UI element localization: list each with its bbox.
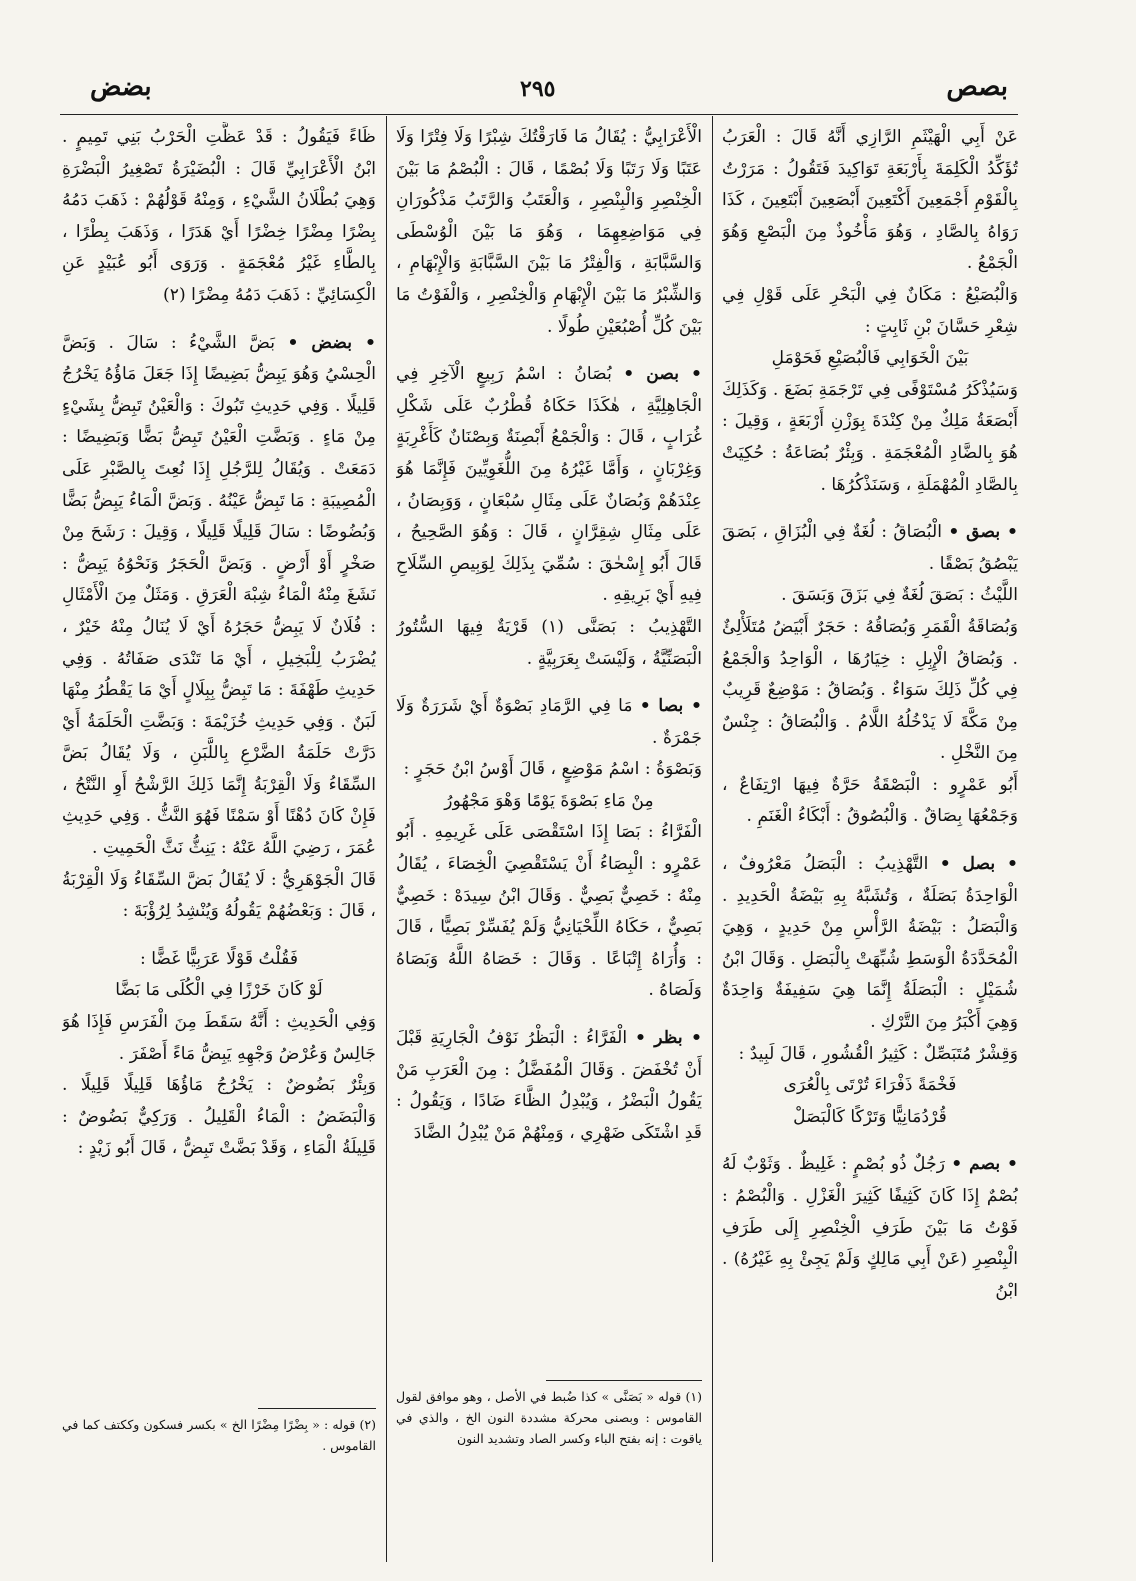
entry-gap (722, 833, 1018, 849)
entry-text: رَجُلٌ ذُو بُصْمٍ : غَلِيظٌ . وَثَوْبٌ لَهُ بُصْمٌ إِذَا كَانَ كَثِيفًا كَثِيرَ الْغَزْلِ . وَالْبُصْمُ : فَوْتُ مَا بَيْنَ طَرَفِ الْخِنْصِرِ إِلَى طَرَفِ الْبِنْصِرِ (عَنْ أَبِي مَالِكٍ وَلَمْ يَجِئْ بِهِ غَيْرُهُ) . ابْنُ (722, 1154, 1018, 1301)
entry-gap (396, 343, 702, 359)
paragraph: وَفِي الْحَدِيثِ : أَنَّهُ سَقَطَ مِنَ الْفَرَسِ فَإِذَا هُوَ جَالِسٌ وَعُرْضُ وَجْهِهِ يَبِضُّ مَاءً أَصْفَرَ . (62, 1012, 376, 1064)
header-rule (60, 114, 1018, 115)
paragraph: أَبُو عَمْرٍو : الْبَصْقَةُ حَرَّةٌ فِيهَا ارْتِفَاعٌ ، وَجَمْعُهَا بِصَاقٌ . وَالْبُصُوقُ : أَبْكَاءُ الْغَنَمِ . (722, 774, 1018, 827)
column-divider-left (386, 116, 387, 1562)
verse-line: فَخْمَةً ذَفْرَاءَ تُرْتَى بِالْعُرَى (783, 1075, 957, 1096)
entry-headword: • بصم • (951, 1154, 1018, 1175)
verse-line: لَوْ كَانَ خَرْزًا فِي الْكُلَى مَا بَضَّا (115, 980, 323, 1001)
verse-line: بَيْنَ الْخَوَابِي فَالْبُصَيْعِ فَحَوْمَلِ (771, 348, 969, 369)
dictionary-entry (722, 849, 1018, 1039)
entry-gap (396, 675, 702, 691)
verse-line: قُرْدُمَانِيًّا وَتَرْكًا كَالْبَصَلْ (793, 1106, 947, 1127)
dictionary-entry (396, 1023, 702, 1149)
column-left (62, 122, 376, 1384)
entry-gap (62, 312, 376, 328)
entry-text: مَا فِي الرَّمَادِ بَصْوَةٌ أَيْ شَرَرَةٌ وَلَا جَمْرَةٌ . (396, 696, 702, 748)
left-header-word: بضض (90, 72, 152, 102)
entry-text: الْبُصَاقُ : لُغَةٌ فِي الْبُزَاقِ ، بَصَقَ يَبْصُقُ بَصْقًا . (722, 522, 1018, 574)
column-right (722, 122, 1018, 1572)
entry-text: بَضَّ الشَّيْءُ : سَالَ . وَبَضَّ الْحِسْيُ وَهُوَ يَبِضُّ بَضِيضًا إِذَا جَعَلَ مَاؤُهُ يَخْرُجُ قَلِيلًا . وَفِي حَدِيثِ تَبُوكَ : وَالْعَيْنُ تَبِضُّ بِشَيْءٍ مِنْ مَاءٍ . وَبَضَّتِ الْعَيْنُ تَبِضُّ بَضًّا وَبَضِيضًا : دَمَعَتْ . وَيُقَالُ لِلرَّجُلِ إِذَا نُعِتَ بِالصَّبْرِ عَلَى الْمُصِيبَةِ : مَا تَبِضُّ عَيْنُهُ . وَبَضَّ الْمَاءُ يَبِضُّ بَضًّا وَبُضُوضًا : سَالَ قَلِيلًا قَلِيلًا ، وَقِيلَ : رَشَحَ مِنْ صَخْرٍ أَوْ أَرْضٍ . وَبَضَّ الْحَجَرُ وَنَحْوُهُ يَبِضُّ : نَشَغَ مِنْهُ الْمَاءُ شِبْهَ الْعَرَقِ . وَمَثَلٌ مِنَ الْأَمْثَالِ : فُلَانٌ لَا يَبِضُّ حَجَرُهُ أَيْ لَا يُنَالُ مِنْهُ خَيْرٌ ، يُضْرَبُ لِلْبَخِيلِ ، أَيْ مَا تَنْدَى صَفَاتُهُ . وَفِي حَدِيثِ طَهْفَةَ : مَا تَبِضُّ بِبِلَالٍ أَيْ مَا يَقْطُرُ مِنْهَا لَبَنٌ . وَفِي حَدِيثِ خُزَيْمَةَ : وَبَضَّتِ الْحَلَمَةُ أَيْ دَرَّتْ حَلَمَةُ الضَّرْعِ بِاللَّبَنِ ، وَلَا يُقَالُ بَضَّ السِّقَاءُ وَلَا الْقِرْبَةُ إِنَّمَا ذَلِكَ الرَّشْحُ أَوِ النَّتْحُ ، فَإِنْ كَانَ دُهْنًا أَوْ سَمْنًا فَهُوَ النَّثُّ . وَفِي حَدِيثِ عُمَرَ ، رَضِيَ اللَّهُ عَنْهُ : يَنِثُّ نَثَّ الْحَمِيتِ . (62, 332, 376, 859)
dictionary-entry (722, 1149, 1018, 1307)
entry-headword: • بصن • (623, 364, 702, 385)
verse-line: مِنْ مَاءِ بَصْوَةَ يَوْمًا وَهْوَ مَجْهُورُ (444, 790, 654, 811)
column-divider-right (712, 116, 713, 1562)
page-number: ٢٩٥ (520, 76, 556, 102)
dictionary-entry (62, 328, 376, 865)
footnote-rule-middle (546, 1380, 702, 1381)
paragraph: ظَاءً فَيَقُولُ : قَدْ عَظَّتِ الْحَرْبُ بَنِي تَمِيمٍ . ابْنُ الْأَعْرَابِيِّ قَالَ : الْبُضَيْرَةُ تَصْغِيرُ الْبَضْرَةِ وَهِيَ بُطْلَانُ الشَّيْءِ ، وَمِنْهُ قَوْلُهُمْ : ذَهَبَ دَمُهُ بِضْرًا مِضْرًا خِضْرًا أَيْ هَدَرًا ، وَذَهَبَ بِطْرًا ، بِالطَّاءِ غَيْرُ مُعْجَمَةٍ . وَرَوَى أَبُو عُبَيْدٍ عَنِ الْكِسَائِيِّ : ذَهَبَ دَمُهُ مِضْرًا (٢) (62, 127, 376, 305)
dictionary-entry (396, 691, 702, 754)
paragraph: وَبَصْوَةُ : اسْمُ مَوْضِعٍ ، قَالَ أَوْسُ ابْنُ حَجَرٍ : (403, 759, 702, 780)
entry-gap (722, 1133, 1018, 1149)
paragraph: الْفَرَّاءُ : بَصَا إِذَا اسْتَقْصَى عَلَى غَرِيمِهِ . أَبُو عَمْرٍو : الْبِصَاءُ أَنْ يَسْتَقْصِيَ الْخِصَاءَ ، يُقَالُ مِنْهُ : خَصِيٌّ بَصِيٌّ . وَقَالَ ابْنُ سِيدَهْ : خَصِيٌّ بَصِيٌّ ، حَكَاهُ اللِّحْيَانِيُّ وَلَمْ يُفَسِّرْ بَصِيًّا ، قَالَ : وَأُرَاهُ إِتْبَاعًا . وَقَالَ : خَصَاهُ اللَّهُ وَبَصَاهُ وَلَصَاهُ . (396, 822, 702, 1001)
right-header-word: بصص (946, 72, 1008, 102)
entry-text: بُصَانُ : اسْمُ رَبِيعٍ الْآخِرِ فِي الْجَاهِلِيَّةِ ، هٰكَذَا حَكَاهُ قُطْرُبٌ عَلَى شَكْلِ غُرَابٍ ، قَالَ : وَالْجَمْعُ أَبْصِنَةٌ وَبِصْنَانٌ كَأَغْرِبَةٍ وَغِرْبَانٍ ، وَأَمَّا غَيْرُهُ مِنَ اللُّغَوِيِّينَ فَإِنَّمَا هُوَ عِنْدَهُمْ وَبُصَانٌ عَلَى مِثَالِ سُبْعَانٍ ، وَوَبِصَانُ ، عَلَى مِثَالِ شِقِرَّانٍ ، قَالَ : وَهُوَ الصَّحِيحُ ، قَالَ أَبُو إِسْحٰقَ : سُمِّيَ بِذَلِكَ لِوَبِيصِ السِّلَاحِ فِيهِ أَيْ بَرِيقِهِ . (396, 364, 702, 606)
footnote-rule-left (258, 1408, 376, 1409)
paragraph: التَّهْذِيبُ : بَصَنَّى (١) قَرْيَةٌ فِيهَا السُّتُورُ الْبَصَنِّيَّةُ ، وَلَيْسَتْ بِعَرَبِيَّةٍ . (396, 616, 702, 669)
paragraph: وَقِشْرٌ مُتَبَصِّلٌ : كَثِيرُ الْقُشُورِ ، قَالَ لَبِيدٌ : (738, 1043, 1018, 1064)
entry-headword: • بصا • (639, 696, 702, 717)
paragraph: عَنْ أَبِي الْهَيْثَمِ الرَّازِي أَنَّهُ قَالَ : الْعَرَبُ تُؤَكِّدُ الْكَلِمَةَ بِأَرْبَعَةِ تَوَاكِيدَ فَتَقُولُ : مَرَرْتُ بِالْقَوْمِ أَجْمَعِينَ أَكْتَعِينَ أَبْصَعِينَ أَبْتَعِينَ ، كَذَا رَوَاهُ بِالصَّادِ ، وَهُوَ مَأْخُوذٌ مِنَ الْبَصْعِ وَهُوَ الْجَمْعُ . (722, 127, 1018, 274)
paragraph: وَسَيُذْكَرُ مُسْتَوْفًى فِي تَرْجَمَةِ بَضَعَ . وَكَذَلِكَ أَبْصَعَةُ مَلِكٌ مِنْ كِنْدَةَ بِوَزْنِ أَرْبَعَةٍ ، وَقِيلَ : هُوَ بِالضَّادِ الْمُعْجَمَةِ . وَبِئْرٌ بُصَاعَةُ : حُكِيَتْ بِالصَّادِ الْمُهْمَلَةِ ، وَسَنَذْكُرُهَا . (722, 379, 1018, 495)
paragraph: وَبُصَاقَةُ الْقَمَرِ وَبُصَاقُهُ : حَجَرٌ أَبْيَضُ مُتَلَأْلِئٌ . وَبُصَاقُ الْإِبِلِ : خِيَارُهَا ، الْوَاحِدُ وَالْجَمْعُ فِي كُلِّ ذَلِكَ سَوَاءٌ . وَبُصَاقُ : مَوْضِعٌ قَرِيبٌ مِنْ مَكَّةَ لَا يَدْخُلُهُ اللَّامُ . وَالْبُصَاقُ : جِنْسٌ مِنَ النَّخْلِ . (722, 616, 1018, 764)
entry-gap (62, 928, 376, 944)
entry-gap (396, 1007, 702, 1023)
paragraph: قَالَ الْجَوْهَرِيُّ : لَا يُقَالُ بَضَّ السِّقَاءُ وَلَا الْقِرْبَةُ ، قَالَ : وَبَعْضُهُمْ يَقُولُهُ وَيُنْشِدُ لِرُؤْبَةَ : (62, 869, 376, 922)
entry-text: التَّهْذِيبُ : الْبَصَلُ مَعْرُوفٌ ، الْوَاحِدَةُ بَصَلَةٌ ، وَتُشَبَّهُ بِهِ بَيْضَةُ الْحَدِيدِ . وَالْبَصَلُ : بَيْضَةُ الرَّأْسِ مِنْ حَدِيدٍ ، وَهِيَ الْمُحَدَّدَةُ الْوَسَطِ شُبِّهَتْ بِالْبَصَلِ . وَقَالَ ابْنُ شُمَيْلٍ : الْبَصَلَةُ إِنَّمَا هِيَ سَفِيفَةٌ وَاحِدَةٌ وَهِيَ أَكْبَرُ مِنَ التَّرْكِ . (722, 854, 1018, 1033)
column-middle (396, 122, 702, 1372)
entry-headword: • بظر • (635, 1028, 702, 1049)
entry-headword: • بصق • (948, 522, 1018, 543)
paragraph: وَبِئْرٌ بَضُوضٌ : يَخْرُجُ مَاؤُهَا قَلِيلًا قَلِيلًا . وَالْبَضَضُ : الْمَاءُ الْقَلِيلُ . وَرَكِيٌّ بَضُوضٌ : قَلِيلَةُ الْمَاءِ ، وَقَدْ بَضَّتْ تَبِضُّ ، قَالَ أَبُو زَيْدٍ : (62, 1075, 376, 1159)
dictionary-entry (722, 517, 1018, 580)
entry-headword: • بضض • (287, 332, 376, 353)
paragraph: وَالْبُصَيْعُ : مَكَانٌ فِي الْبَحْرِ عَلَى قَوْلِ فِي شِعْرِ حَسَّانَ بْنِ ثَابِتٍ : (722, 284, 1018, 337)
entry-headword: • بصل • (939, 854, 1018, 875)
paragraph: اللَّيْثُ : بَصَقَ لُغَةٌ فِي بَزَقَ وَبَسَقَ . (781, 585, 1018, 606)
footnote-middle: (١) قوله « بَصَنَّى » كذا ضُبط في الأصل ، وهو موافق لقول القاموس : وبصنى محركة مشددة النون الخ ، والذي في ياقوت : إنه بفتح الباء وكسر الصاد وتشديد النون (396, 1389, 702, 1446)
entry-text: الْفَرَّاءُ : الْبَظْرُ نَوْفُ الْجَارِيَةِ قَبْلَ أَنْ تُخْفَضَ . وَقَالَ الْمُفَضَّلُ : مِنَ الْعَرَبِ مَنْ يَقُولُ الْبَضْرُ ، وَيُبْدِلُ الظَّاءَ ضَادًا ، وَيَقُولُ : قَدِ اشْتَكَى ضَهْرِي ، وَمِنْهُمْ مَنْ يُبْدِلُ الضَّادَ (396, 1028, 702, 1143)
dictionary-entry (396, 359, 702, 612)
entry-gap (722, 501, 1018, 517)
footnote-left: (٢) قوله : « بِضْرًا مِضْرًا الخ » بكسر فسكون وككتف كما في القاموس . (62, 1417, 376, 1453)
verse-line: فَقُلْتُ قَوْلًا عَرَبِيًّا غَضًّا : (139, 948, 299, 969)
paragraph: الْأَعْرَابِيُّ : يُقَالُ مَا فَارَقْتُكَ شِبْرًا وَلَا فِتْرًا وَلَا عَتَبًا وَلَا رَتَبًا وَلَا بُصْمًا ، قَالَ : الْبُصْمُ مَا بَيْنَ الْخِنْصِرِ وَالْبِنْصِرِ ، وَالْعَتَبُ وَالرَّتَبُ مَذْكُورَانِ فِي مَوَاضِعِهِمَا ، وَهُوَ مَا بَيْنَ الْوُسْطَى وَالسَّبَّابَةِ ، وَالْفِتْرُ مَا بَيْنَ السَّبَّابَةِ وَالْإِبْهَامِ ، وَالشِّبْرُ مَا بَيْنَ الْإِبْهَامِ وَالْخِنْصِرِ ، وَالْفَوْتُ مَا بَيْنَ كُلِّ أُصْبُعَيْنِ طُولًا . (396, 127, 702, 337)
